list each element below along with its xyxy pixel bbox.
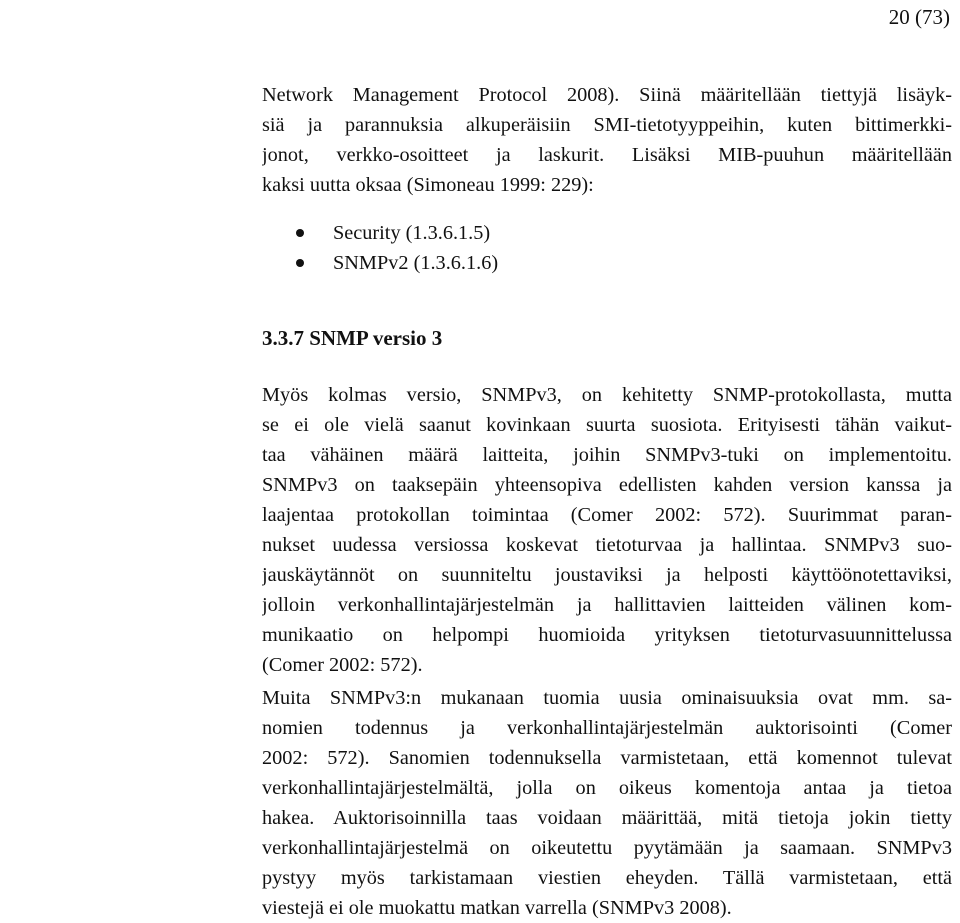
text-line: laajentaa protokollan toimintaa (Comer 2002: 572). Suurimmat paran- <box>262 504 952 526</box>
text-line: kaksi uutta oksaa (Simoneau 1999: 229): <box>262 174 594 196</box>
snmpv3-paragraph <box>262 380 952 680</box>
text-line: nomien todennus ja verkonhallintajärjestelmän auktorisointi (Comer <box>262 717 952 739</box>
text-line: Myös kolmas versio, SNMPv3, on kehitetty SNMP-protokollasta, mutta <box>262 384 952 406</box>
text-line: nukset uudessa versiossa koskevat tietoturvaa ja hallintaa. SNMPv3 suo- <box>262 534 952 556</box>
text-line: viestejä ei ole muokattu matkan varrella (SNMPv3 2008). <box>262 897 732 919</box>
bullet-icon <box>296 259 304 267</box>
text-line: pystyy myös tarkistamaan viestien eheyden. Tällä varmistetaan, että <box>262 867 952 889</box>
page-number: 20 (73) <box>888 5 950 29</box>
list-item-text: SNMPv2 (1.3.6.1.6) <box>333 252 499 274</box>
text-line: Muita SNMPv3:n mukanaan tuomia uusia ominaisuuksia ovat mm. sa- <box>262 687 952 709</box>
text-line: SNMPv3 on taaksepäin yhteensopiva edellisten kahden version kanssa ja <box>262 474 952 496</box>
list-item-text: Security (1.3.6.1.5) <box>333 222 491 244</box>
section-heading: 3.3.7 SNMP versio 3 <box>262 326 443 350</box>
text-line: (Comer 2002: 572). <box>262 654 423 676</box>
text-line: hakea. Auktorisoinnilla taas voidaan määrittää, mitä tietoja jokin tietty <box>262 807 952 829</box>
text-line: verkonhallintajärjestelmältä, jolla on oikeus komentoja antaa ja tietoa <box>262 777 952 799</box>
text-line: verkonhallintajärjestelmä on oikeutettu pyytämään ja saamaan. SNMPv3 <box>262 837 952 859</box>
text-line: jonot, verkko-osoitteet ja laskurit. Lisäksi MIB-puuhun määritellään <box>262 144 952 166</box>
text-line: Network Management Protocol 2008). Siinä määritellään tiettyjä lisäyk- <box>262 84 952 106</box>
text-line: siä ja parannuksia alkuperäisiin SMI-tietotyyppeihin, kuten bittimerkki- <box>262 114 952 136</box>
bullet-icon <box>296 229 304 237</box>
list-item <box>296 218 498 248</box>
features-paragraph <box>262 683 952 923</box>
text-line: se ei ole vielä saanut kovinkaan suurta suosiota. Erityisesti tähän vaikut- <box>262 414 952 436</box>
intro-paragraph <box>262 80 952 200</box>
list-item <box>296 248 498 278</box>
text-line: taa vähäinen määrä laitteita, joihin SNMPv3-tuki on implementoitu. <box>262 444 952 466</box>
text-line: jauskäytännöt on suunniteltu joustaviksi ja helposti käyttöönotettaviksi, <box>262 564 952 586</box>
oid-bullet-list <box>296 218 498 278</box>
text-line: 2002: 572). Sanomien todennuksella varmistetaan, että komennot tulevat <box>262 747 952 769</box>
text-line: jolloin verkonhallintajärjestelmän ja hallittavien laitteiden välinen kom- <box>262 594 952 616</box>
text-line: munikaatio on helpompi huomioida yrityksen tietoturvasuunnittelussa <box>262 624 952 646</box>
